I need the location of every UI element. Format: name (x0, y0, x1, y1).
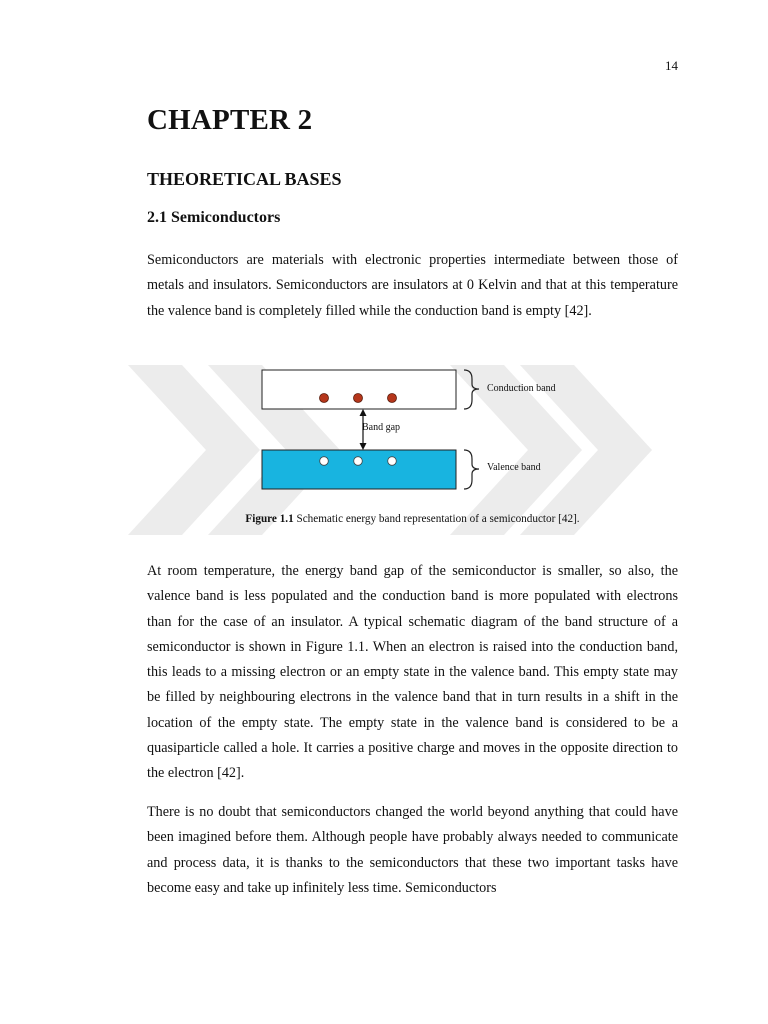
electron-1 (320, 394, 329, 403)
valence-band-rect (262, 450, 456, 489)
valence-brace (464, 450, 479, 489)
band-gap-label: Band gap (362, 422, 401, 433)
electron-3 (388, 394, 397, 403)
hole-2 (354, 457, 363, 466)
section-title: THEORETICAL BASES (147, 169, 342, 189)
figure-caption-text: Schematic energy band representation of a semiconductor [42]. (293, 513, 580, 525)
valence-band-label: Valence band (487, 462, 541, 473)
hole-3 (388, 457, 397, 466)
hole-1 (320, 457, 329, 466)
band-gap-arrow-top (360, 409, 367, 416)
paragraph-intro: Semiconductors are materials with electronic properties intermediate between those of metals and insulators. Semiconductors are insulators at 0 Kelvin and that at this temperature the valence band is completely filled while the conduction band is empty [42]. (147, 252, 678, 319)
paragraph-room-temperature: At room temperature, the energy band gap of the semiconductor is smaller, so also, the valence band is less populated and the conduction band is more populated with electrons than for the case of an insulator. A typical schematic diagram of the band structure of a semiconductor is shown in Figure 1.1. When an electron is raised into the conduction band, this leads to a missing electron or an empty state in the valence band. This empty state may be filled by neighbouring electrons in the valence band that in turn results in a shift in the location of the empty state. The empty state in the valence band is considered to be a quasiparticle called a hole. It carries a positive charge and moves in the opposite direction to the electron [42]. (147, 563, 678, 782)
chapter-title: CHAPTER 2 (147, 104, 313, 136)
conduction-band-label: Conduction band (487, 383, 556, 394)
figure-caption (147, 513, 678, 525)
figure-number: Figure 1.1 (245, 513, 294, 525)
paragraph-world-impact: There is no doubt that semiconductors changed the world beyond anything that could have been imagined before them. Although people have probably always needed to communicate and process data, it is thanks to the semiconductors that these two important tasks have become easy and take up infinitely less time. Semiconductors (147, 804, 678, 896)
band-gap-arrow-bottom (360, 443, 367, 450)
subsection-title: 2.1 Semiconductors (147, 209, 281, 226)
electron-2 (354, 394, 363, 403)
conduction-band-rect (262, 370, 456, 409)
page-number: 14 (665, 58, 678, 73)
